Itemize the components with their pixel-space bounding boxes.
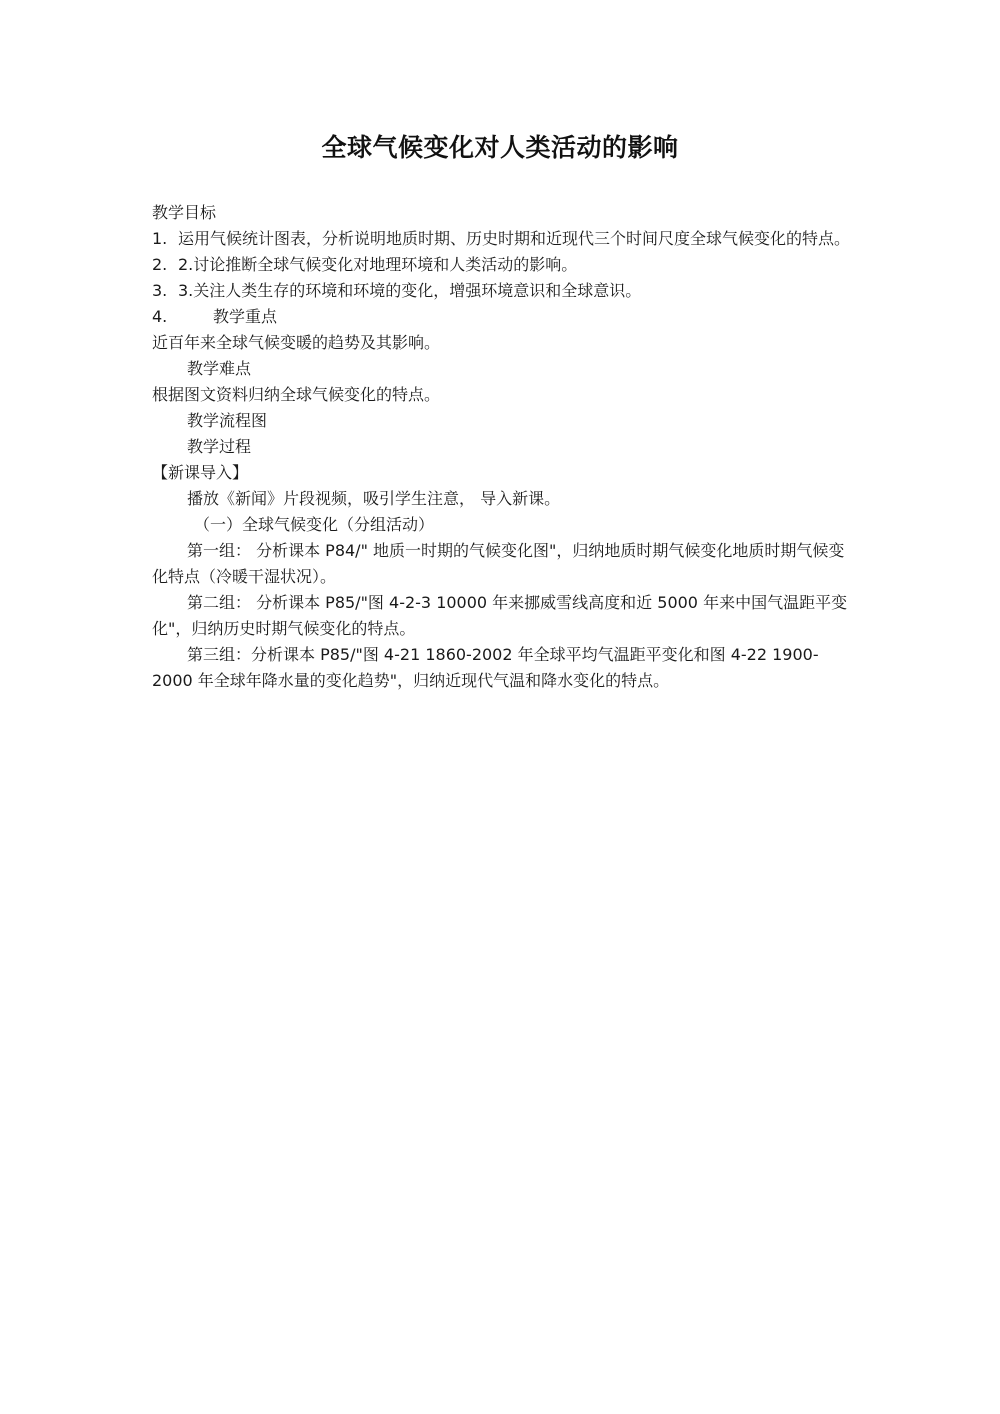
goal-4-number: 4. [152,307,168,326]
intro-text: 播放《新闻》片段视频，吸引学生注意， 导入新课。 [187,489,561,508]
section-1-heading: （一）全球气候变化（分组活动） [194,515,435,534]
goal-1-text: 运用气候统计图表，分析说明地质时期、历史时期和近现代三个时间尺度全球气候变化的特点。 [178,229,851,248]
focus-text: 近百年来全球气候变暖的趋势及其影响。 [152,333,441,352]
flowchart-heading: 教学流程图 [187,411,268,430]
goal-3-text: 3.关注人类生存的环境和环境的变化，增强环境意识和全球意识。 [178,281,642,300]
goal-2-text: 2.讨论推断全球气候变化对地理环境和人类活动的影响。 [178,255,578,274]
goal-2-number: 2. [152,255,168,274]
difficulty-heading: 教学难点 [187,359,252,378]
goal-3-number: 3. [152,281,168,300]
intro-heading: 【新课导入】 [152,463,249,482]
goals-heading: 教学目标 [152,203,217,222]
process-heading: 教学过程 [187,437,252,456]
difficulty-text: 根据图文资料归纳全球气候变化的特点。 [152,385,441,404]
goal-item-1 [152,226,852,252]
goal-item-3 [152,278,852,304]
focus-heading: 教学重点 [213,307,278,326]
group-2-text: 第二组： 分析课本 P85/"图 4-2-3 10000 年来挪威雪线高度和近 5000 年来中国气温距平变化"，归纳历史时期气候变化的特点。 [152,593,848,638]
document-title: 全球气候变化对人类活动的影响 [321,133,679,162]
goal-item-4 [152,304,852,330]
group-3-text: 第三组：分析课本 P85/"图 4-21 1860-2002 年全球平均气温距平变化和图 4-22 1900-2000 年全球年降水量的变化趋势"，归纳近现代气温和降水变化的特点。 [152,645,819,690]
group-1-text: 第一组： 分析课本 P84/" 地质一时期的气候变化图"，归纳地质时期气候变化地质时期气候变化特点（冷暖干湿状况）。 [152,541,845,586]
document-body [152,200,852,694]
goal-1-number: 1. [152,229,168,248]
goal-item-2 [152,252,852,278]
